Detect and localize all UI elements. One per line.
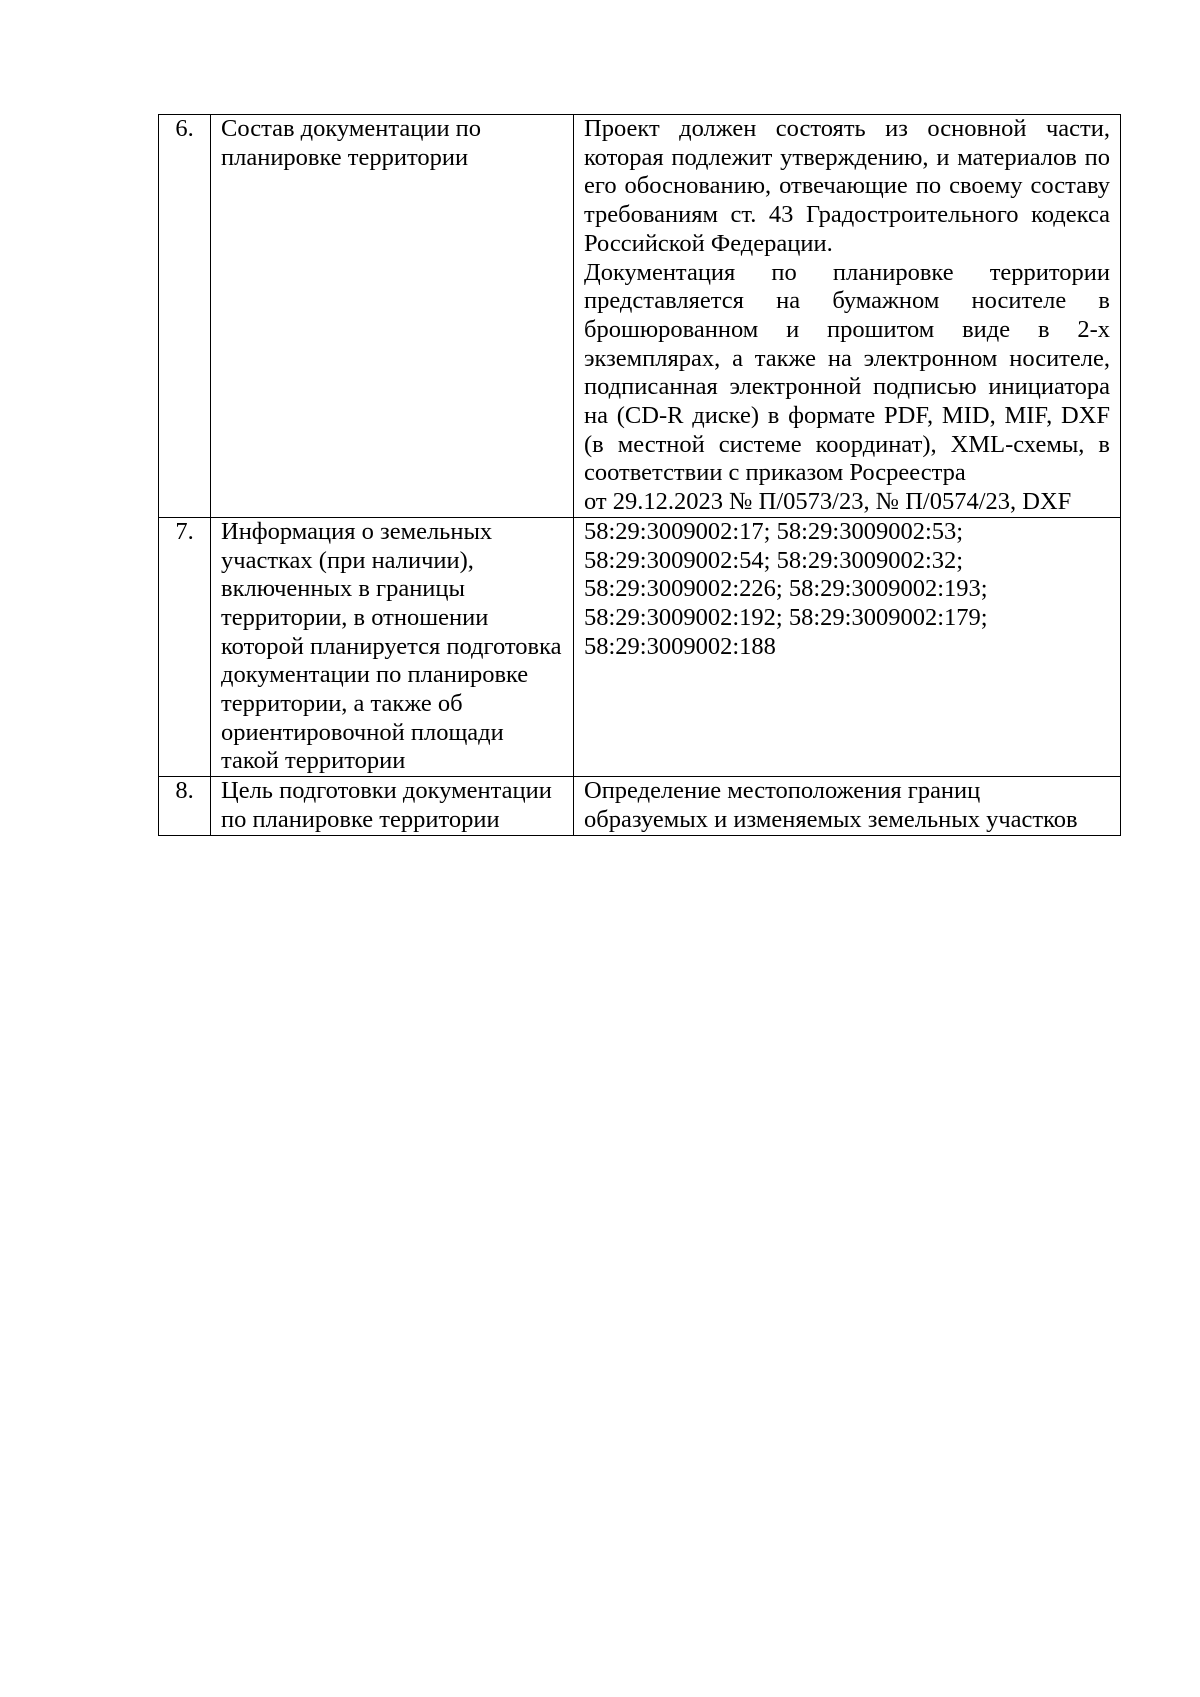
cadastral-numbers-line: 58:29:3009002:188 <box>584 632 776 660</box>
requirements-table <box>158 114 1121 836</box>
cadastral-numbers-line: 58:29:3009002:226; 58:29:3009002:193; <box>584 575 988 603</box>
row-value <box>574 517 1121 776</box>
row-label: Цель подготовки документации по планировке территории <box>211 777 574 835</box>
row-label: Состав документации по планировке территории <box>211 115 574 518</box>
cadastral-numbers-line: 58:29:3009002:17; 58:29:3009002:53; <box>584 517 964 545</box>
row-number: 6. <box>159 115 211 518</box>
row-value <box>574 115 1121 518</box>
row-label: Информация о земельных участках (при наличии), включенных в границы территории, в отношении которой планируется подготовка документации по планировке территории, а также об ориентировочной площади такой территории <box>211 517 574 776</box>
value-paragraph: Документация по планировке территории представляется на бумажном носителе в брошюрованном и прошитом виде в 2-х экземплярах, а также на электронном носителе, подписанная электронной подписью инициатора на (CD-R диске) в формате PDF, MID, MIF, DXF (в местной системе координат), XML-схемы, в соответствии с приказом Росреестра <box>584 258 1110 487</box>
cadastral-numbers-line: 58:29:3009002:192; 58:29:3009002:179; <box>584 603 988 631</box>
table-row <box>159 115 1121 518</box>
row-value: Определение местоположения границ образуемых и изменяемых земельных участков <box>574 777 1121 835</box>
table-row <box>159 777 1121 835</box>
value-paragraph: Проект должен состоять из основной части, которая подлежит утверждению, и материалов по его обоснованию, отвечающие по своему составу требованиям ст. 43 Градостроительного кодекса Российской Федерации. <box>584 115 1110 257</box>
table-row <box>159 517 1121 776</box>
cadastral-numbers-line: 58:29:3009002:54; 58:29:3009002:32; <box>584 546 964 574</box>
value-paragraph: от 29.12.2023 № П/0573/23, № П/0574/23, DXF <box>584 488 1072 516</box>
row-number: 8. <box>159 777 211 835</box>
row-number: 7. <box>159 517 211 776</box>
